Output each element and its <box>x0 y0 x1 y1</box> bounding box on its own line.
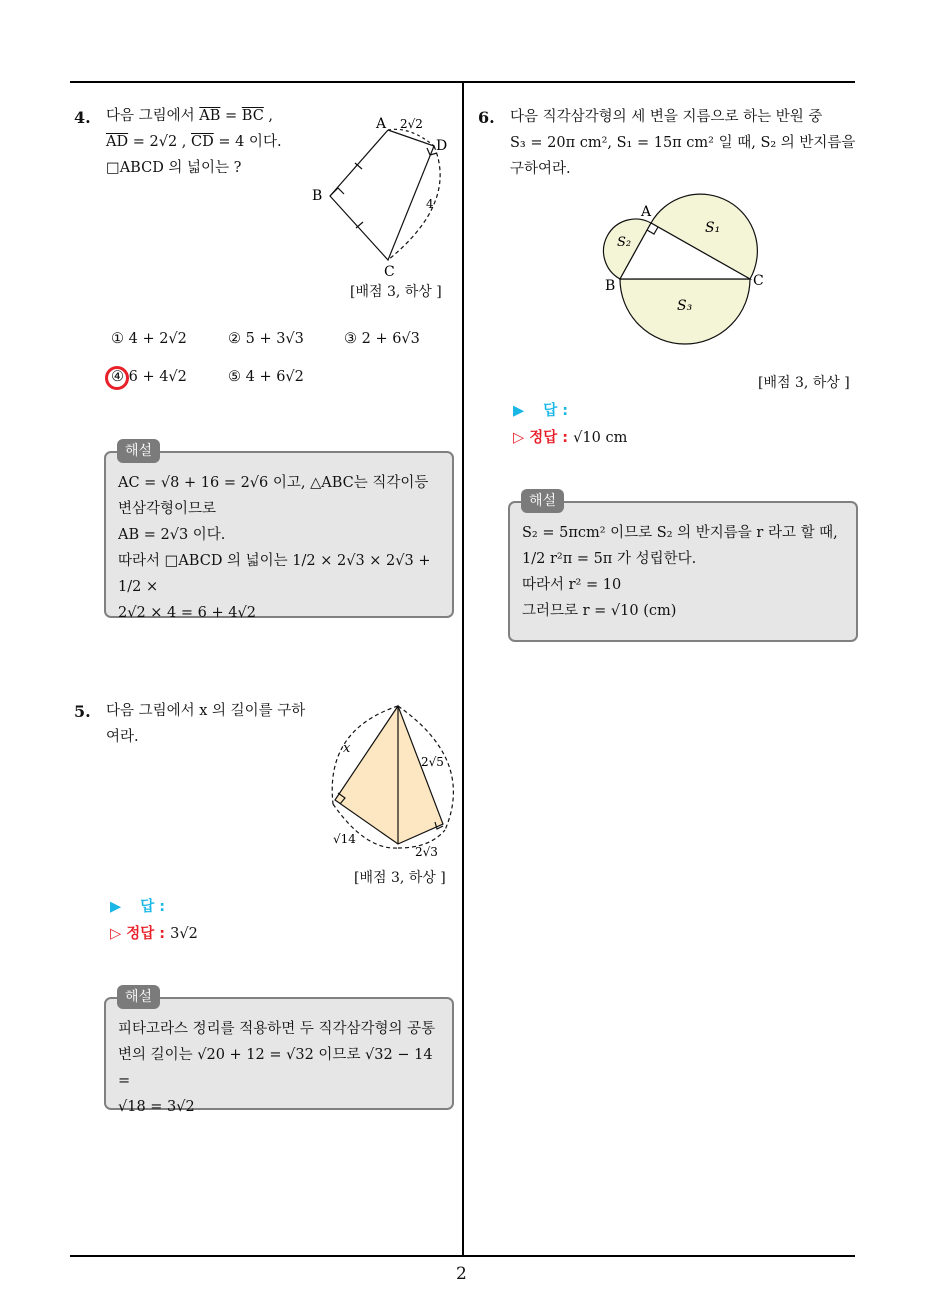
q5-triangles-figure <box>325 700 460 865</box>
segment-ad: $\overline{AD}$ <box>106 134 129 150</box>
segment-cd: $\overline{CD}$ <box>191 134 214 150</box>
q4-choice-4[interactable]: ④ 6 + 4√2 <box>111 369 187 385</box>
fig4-label-side: 4 <box>426 197 434 211</box>
q5-answer-line: ▶ 답 : <box>110 899 166 915</box>
fig6-label-s1: S₁ <box>705 220 721 236</box>
q6-explanation-tag: 해설 <box>521 489 564 513</box>
q6-semicircles-figure <box>595 190 770 350</box>
fig5-label-2root3: 2√3 <box>415 845 438 859</box>
q4-choice-5[interactable]: ⑤ 4 + 6√2 <box>228 369 304 385</box>
question-4-text <box>106 103 306 181</box>
segment-bc: $\overline{BC}$ <box>241 108 264 124</box>
correct-arrow-icon: ▷ <box>110 926 122 942</box>
q4-choice-2[interactable]: ② 5 + 3√3 <box>228 331 304 347</box>
q5-correct-line: ▷ 정답 : 3√2 <box>110 926 198 942</box>
answer-arrow-icon: ▶ <box>513 403 525 419</box>
q4-quadrilateral-figure <box>300 108 460 283</box>
fig6-label-s3: S₃ <box>677 298 693 314</box>
fig5-label-root14: √14 <box>333 832 356 846</box>
fig4-label-top: 2√2 <box>400 117 423 131</box>
fig4-label-b: B <box>312 188 323 204</box>
fig4-label-c: C <box>384 264 395 280</box>
fig5-label-x: x <box>343 741 351 756</box>
fig5-label-2root5: 2√5 <box>421 755 444 769</box>
bottom-rule <box>70 1255 855 1257</box>
q4-line-2: $\overline{AD} = 2√2$ , $\overline{CD} = 4$ 이다. <box>106 134 282 150</box>
selected-answer-circle-icon <box>105 366 129 390</box>
question-6-text: 다음 직각삼각형의 세 변을 지름으로 하는 반원 중 S₃ = 20π cm², S₁ = 15π cm² 일 때, S₂ 의 반지름을 구하여라. <box>510 109 856 177</box>
q4-choice-1[interactable]: ① 4 + 2√2 <box>111 331 187 347</box>
fig6-label-s2: S₂ <box>617 235 632 250</box>
question-6-number: 6. <box>478 108 495 127</box>
q5-score: [배점 3, 하상 ] <box>354 870 446 886</box>
page-number: 2 <box>456 1264 467 1284</box>
q5-explanation-tag: 해설 <box>117 985 160 1009</box>
fig6-label-c: C <box>753 273 764 289</box>
q4-score: [배점 3, 하상 ] <box>350 284 442 300</box>
q4-choice-3[interactable]: ③ 2 + 6√3 <box>344 331 420 347</box>
fig4-label-a: A <box>376 116 387 132</box>
q4-explanation-text: AC = √8 + 16 = 2√6 이고, △ABC는 직각이등 변삼각형이므로 AB = 2√3 이다. 따라서 □ABCD 의 넓이는 1/2 × 2√3 × 2√3 + 1/2 × 2√2 × 4 = 6 + 4√2 <box>118 475 431 621</box>
answer-arrow-icon: ▶ <box>110 899 122 915</box>
segment-ab: $\overline{AB}$ <box>199 108 221 124</box>
fig6-label-b: B <box>605 278 616 294</box>
q6-answer-line: ▶ 답 : <box>513 403 569 419</box>
question-5-text: 다음 그림에서 x 의 길이를 구하 여라. <box>106 703 306 745</box>
q6-score: [배점 3, 하상 ] <box>758 375 850 391</box>
fig6-label-a: A <box>641 204 652 220</box>
question-4-number: 4. <box>74 108 91 127</box>
fig4-label-d: D <box>436 138 448 154</box>
column-divider <box>462 81 464 1257</box>
q6-correct-line: ▷ 정답 : √10 cm <box>513 430 628 446</box>
q4-line-1: 다음 그림에서 $\overline{AB} = \overline{BC}$ , <box>106 108 274 124</box>
q4-line-3: □ABCD 의 넓이는 ? <box>106 160 242 176</box>
q5-explanation-text: 피타고라스 정리를 적용하면 두 직각삼각형의 공통 변의 길이는 √20 + 12 = √32 이므로 √32 − 14 = √18 = 3√2 <box>118 1021 436 1115</box>
question-5-number: 5. <box>74 702 91 721</box>
q6-explanation-text: S₂ = 5πcm² 이므로 S₂ 의 반지름을 r 라고 할 때, 1/2 r²π = 5π 가 성립한다. 따라서 r² = 10 그러므로 r = √10 (cm) <box>522 525 838 619</box>
correct-arrow-icon: ▷ <box>513 430 525 446</box>
q4-explanation-tag: 해설 <box>117 439 160 463</box>
